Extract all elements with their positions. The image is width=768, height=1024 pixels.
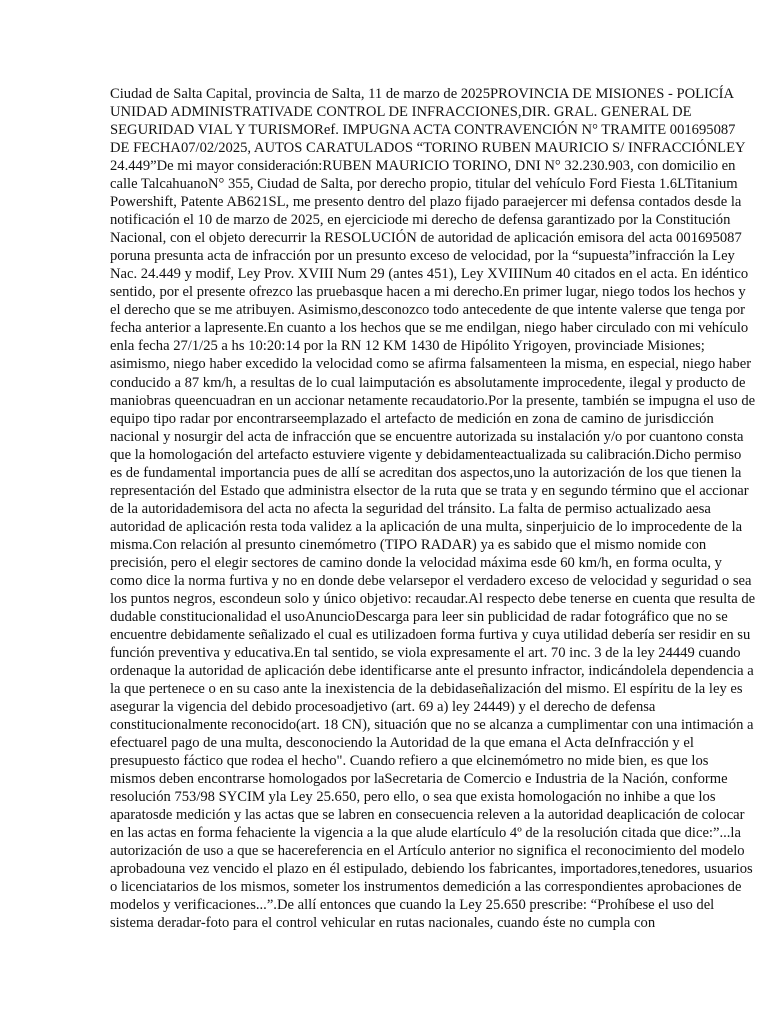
document-body-text: Ciudad de Salta Capital, provincia de Salta, 11 de marzo de 2025PROVINCIA DE MISIONES - POLICÍA UNIDAD ADMINISTRATIVADE CONTROL DE INFRACCIONES,DIR. GRAL. GENERAL DE SEGURIDAD VIAL Y TURISMORef. IMPUGNA ACTA CONTRAVENCIÓN N° TRAMITE 001695087 DE FECHA07/02/2025, AUTOS CARATULADOS “TORINO RUBEN MAURICIO S/ INFRACCIÓNLEY 24.449”De mi mayor consideración:RUBEN MAURICIO TORINO, DNI N° 32.230.903, con domicilio en calle TalcahuanoN° 355, Ciudad de Salta, por derecho propio, titular del vehículo Ford Fiesta 1.6LTitanium Powershift, Patente AB621SL, me presento dentro del plazo fijado paraejercer mi defensa contados desde la notificación el 10 de marzo de 2025, en ejerciciode mi derecho de defensa garantizado por la Constitución Nacional, con el objeto derecurrir la RESOLUCIÓN de autoridad de aplicación emisora del acta 001695087 poruna presunta acta de infracción por un presunto exceso de velocidad, por la “supuesta”infracción la Ley Nac. 24.449 y modif, Ley Prov. XVIII Num 29 (antes 451), Ley XVIIINum 40 citados en el acta. En idéntico sentido, por el presente ofrezco las pruebasque hacen a mi derecho.En primer lugar, niego todos los hechos y el derecho que se me atribuyen. Asimismo,desconozco todo antecedente de que intente valerse que tenga por fecha anterior a lapresente.En cuanto a los hechos que se me endilgan, niego haber circulado con mi vehículo enla fecha 27/1/25 a hs 10:20:14 por la RN 12 KM 1430 de Hipólito Yrigoyen, provinciade Misiones; asimismo, niego haber excedido la velocidad como se afirma falsamenteen la misma, en especial, niego haber conducido a 87 km/h, a resultas de lo cual laimputación es absolutamente improcedente, ilegal y producto de maniobras queencuadran en un accionar netamente recaudatorio.Por la presente, también se impugna el uso de equipo tipo radar por encontrarseemplazado el artefacto de medición en zona de camino de jurisdicción nacional y nosurgir del acta de infracción que se encuentre autorizada su instalación y/o por cuantono consta que la homologación del artefacto estuviere vigente y debidamenteactualizada su calibración.Dicho permiso es de fundamental importancia pues de allí se acreditan dos aspectos,uno la autorización de los que tienen la representación del Estado que administra elsector de la ruta que se trata y en segundo término que el accionar de la autoridademisora del acta no afecta la seguridad del tránsito. La falta de permiso actualizado aesa autoridad de aplicación resta toda validez a la aplicación de una multa, sinperjuicio de lo improcedente de la misma.Con relación al presunto cinemómetro (TIPO RADAR) ya es sabido que el mismo nomide con precisión, pero el elegir sectores de camino donde la velocidad máxima esde 60 km/h, en forma oculta, y como dice la norma furtiva y no en donde debe velarsepor el verdadero exceso de velocidad y seguridad o sea los puntos negros, escondeun solo y único objetivo: recaudar.Al respecto debe tenerse en cuenta que resulta de dudable constitucionalidad el usoAnuncioDescarga para leer sin publicidad de radar fotográfico que no se encuentre debidamente señalizado el cual es utilizadoen forma furtiva y cuya utilidad debería ser residir en su función preventiva y educativa.En tal sentido, se viola expresamente el art. 70 inc. 3 de la ley 24449 cuando ordenaque la autoridad de aplicación debe identificarse ante el presunto infractor, indicándolela dependencia a la que pertenece o en su caso ante la inexistencia de la debidaseñalización del mismo. El espíritu de la ley es asegurar la vigencia del debido procesoadjetivo (art. 69 a) ley 24449) y el derecho de defensa constitucionalmente reconocido(art. 18 CN), situación que no se alcanza a cumplimentar con una intimación a efectuarel pago de una multa, desconociendo la Autoridad de la que emana el Acta deInfracción y el presupuesto fáctico que rodea el hecho". Cuando refiero a que elcinemómetro no mide bien, es que los mismos deben encontrarse homologados por laSecretaria de Comercio e Industria de la Nación, conforme resolución 753/98 SYCIM yla Ley 25.650, pero ello, o sea que exista homologación no inhibe a que los aparatosde medición y las actas que se labren en consecuencia releven a la autoridad deaplicación de colocar en las actas en forma fehaciente la vigencia a la que alude elartículo 4º de la resolución citada que dice:”...la autorización de uso a que se hacereferencia en el Artículo anterior no significa el reconocimiento del modelo aprobadouna vez vencido el plazo en él estipulado, debiendo los fabricantes, importadores,tenedores, usuarios o licenciatarios de los mismos, someter los instrumentos demedición a las correspondientes aprobaciones de modelos y verificaciones...”.De allí entonces que cuando la Ley 25.650 prescribe: “Prohíbese el uso del sistema deradar-foto para el control vehicular en rutas nacionales, cuando éste no cumpla con (110, 86, 756, 932)
